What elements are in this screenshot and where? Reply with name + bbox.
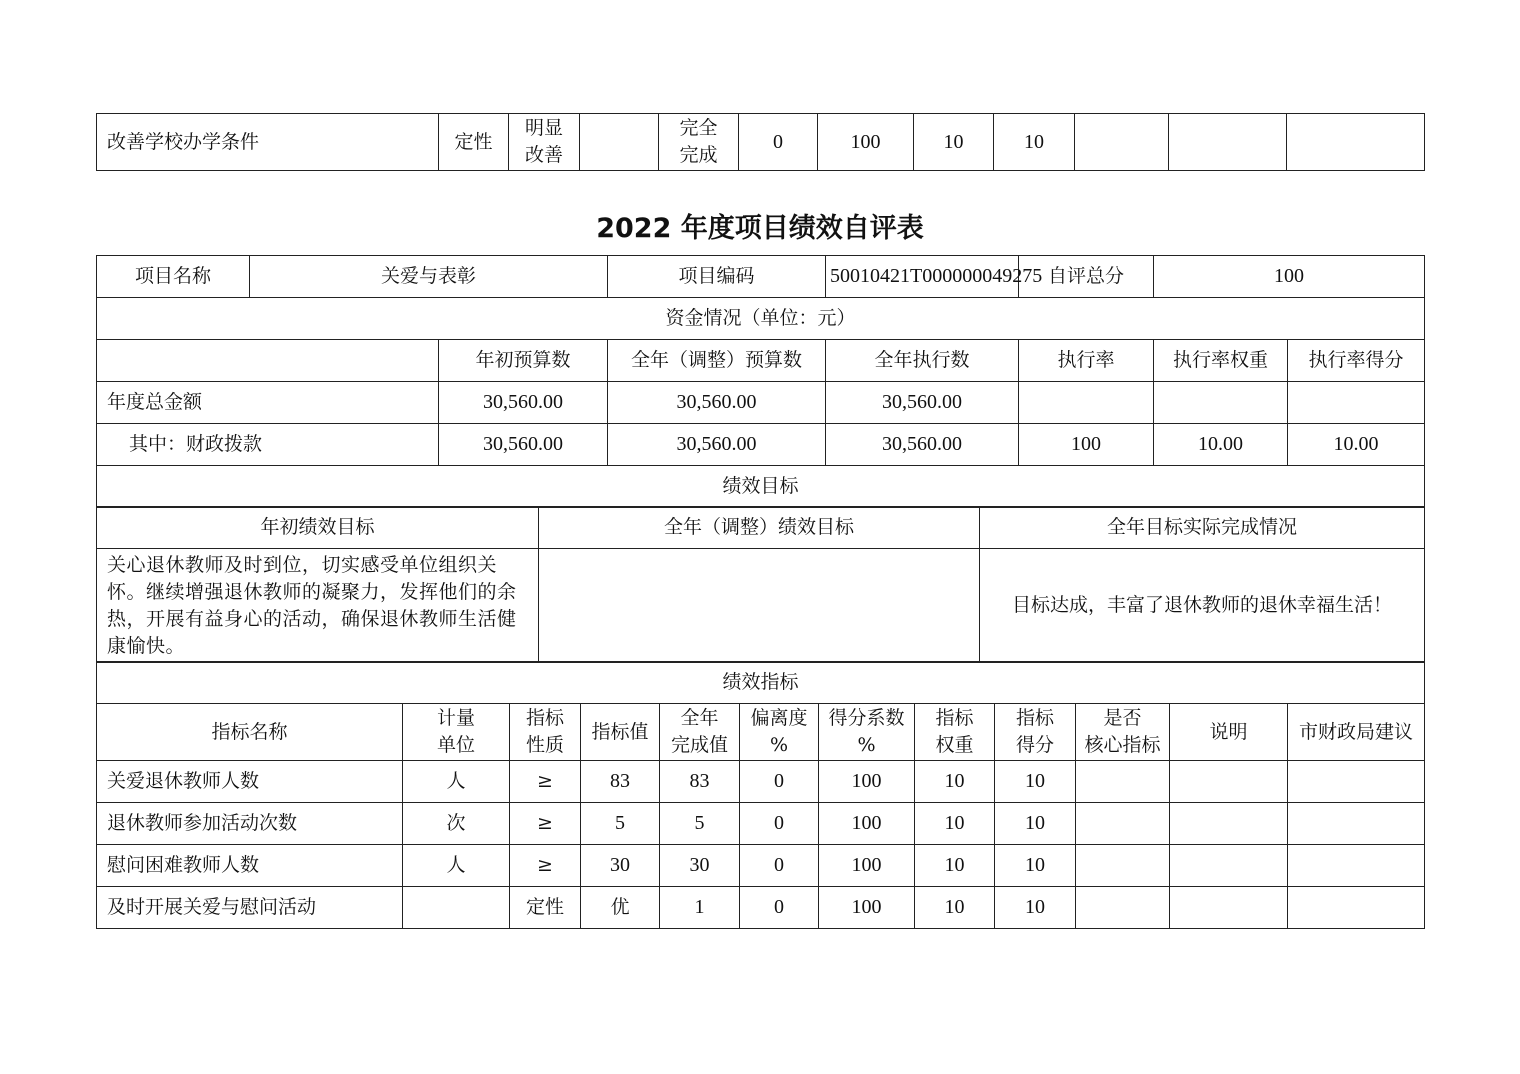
nature: 定性 [510,887,581,929]
indicator-name: 关爱退休教师人数 [97,761,403,803]
suggestion [1288,803,1425,845]
score-coefficient: 100 [818,114,914,171]
section-header [97,466,1425,508]
funds-header-row [97,340,1425,382]
indicator-name: 慰问困难教师人数 [97,845,403,887]
column-header: 市财政局建议 [1288,704,1425,761]
note [1170,887,1288,929]
weight: 10 [915,803,995,845]
target-value: 30 [581,845,660,887]
indicator-name: 改善学校办学条件 [97,114,439,171]
exec-weight [1154,382,1288,424]
exec-rate [1019,382,1154,424]
score-coefficient: 100 [819,845,915,887]
adjusted-goal-text [539,549,980,663]
exec-score [1288,382,1425,424]
table-row [97,424,1425,466]
adjusted-budget: 30,560.00 [608,382,826,424]
score-coefficient: 100 [819,803,915,845]
indicators-section-title: 绩效指标 [97,662,1425,704]
target-value: 83 [581,761,660,803]
initial-budget: 30,560.00 [439,382,608,424]
column-header: 偏离度 % [740,704,819,761]
completion-value: 5 [660,803,740,845]
deviation: 0 [740,803,819,845]
is-core [1075,114,1169,171]
target-value: 优 [581,887,660,929]
section-header [97,662,1425,704]
initial-budget: 30,560.00 [439,424,608,466]
column-header: 得分系数 % [819,704,915,761]
table-row [97,887,1425,929]
indicators-header-row [97,704,1425,761]
completion-value: 完全 完成 [659,114,739,171]
column-header: 指标名称 [97,704,403,761]
column-header: 说明 [1170,704,1288,761]
column-header: 指标 得分 [995,704,1076,761]
column-header: 年初预算数 [439,340,608,382]
exec-weight: 10.00 [1154,424,1288,466]
column-header: 执行率 [1019,340,1154,382]
unit [403,887,510,929]
completion-value: 1 [660,887,740,929]
funds-section-title: 资金情况（单位：元） [97,298,1425,340]
actual-completion-text: 目标达成，丰富了退休教师的退休幸福生活！ [980,549,1425,663]
goals-table [96,506,1425,663]
note [1170,845,1288,887]
indicator-nature: 定性 [439,114,509,171]
goals-section-title: 绩效目标 [97,466,1425,508]
column-header: 执行率权重 [1154,340,1288,382]
deviation: 0 [740,761,819,803]
score: 10 [995,761,1076,803]
column-header: 指标值 [581,704,660,761]
continuation-table [96,113,1425,171]
deviation: 0 [739,114,818,171]
suggestion [1288,761,1425,803]
row-label: 年度总金额 [97,382,439,424]
score-coefficient: 100 [819,887,915,929]
deviation: 0 [740,845,819,887]
exec-rate: 100 [1019,424,1154,466]
executed: 30,560.00 [826,382,1019,424]
table-row [97,845,1425,887]
indicator-name: 退休教师参加活动次数 [97,803,403,845]
project-code: 50010421T000000049275 [826,256,1019,298]
unit: 人 [403,845,510,887]
initial-goal-text: 关心退休教师及时到位，切实感受单位组织关怀。继续增强退休教师的凝聚力，发挥他们的余热，开展有益身心的活动，确保退休教师生活健康愉快。 [97,549,539,663]
column-header: 全年（调整）预算数 [608,340,826,382]
project-name: 关爱与表彰 [250,256,608,298]
project-name-label: 项目名称 [97,256,250,298]
column-header: 全年 完成值 [660,704,740,761]
self-score-label: 自评总分 [1019,256,1154,298]
row-label: 其中：财政拨款 [97,424,439,466]
target-value: 5 [581,803,660,845]
project-code-label: 项目编码 [608,256,826,298]
note [1169,114,1287,171]
goals-header-row [97,507,1425,549]
adjusted-budget: 30,560.00 [608,424,826,466]
nature: ≥ [510,803,581,845]
goals-content-row [97,549,1425,663]
unit: 人 [403,761,510,803]
weight: 10 [915,887,995,929]
nature: ≥ [510,761,581,803]
note [1170,761,1288,803]
score: 10 [995,845,1076,887]
column-header: 是否 核心指标 [1076,704,1170,761]
self-score: 100 [1154,256,1425,298]
table-row [97,803,1425,845]
column-header: 全年（调整）绩效目标 [539,507,980,549]
indicators-table [96,661,1425,929]
column-header: 指标 性质 [510,704,581,761]
unit: 次 [403,803,510,845]
column-header: 计量 单位 [403,704,510,761]
is-core [1076,887,1170,929]
is-core [1076,761,1170,803]
suggestion [1287,114,1425,171]
suggestion [1288,887,1425,929]
section-header [97,298,1425,340]
weight: 10 [915,761,995,803]
column-header: 指标 权重 [915,704,995,761]
column-header: 年初绩效目标 [97,507,539,549]
empty-cell [580,114,659,171]
project-row [97,256,1425,298]
completion-value: 30 [660,845,740,887]
completion-value: 83 [660,761,740,803]
weight: 10 [915,845,995,887]
note [1170,803,1288,845]
table-row [97,382,1425,424]
column-header: 执行率得分 [1288,340,1425,382]
table-row [97,761,1425,803]
score: 10 [995,887,1076,929]
score: 10 [994,114,1075,171]
nature: ≥ [510,845,581,887]
is-core [1076,803,1170,845]
deviation: 0 [740,887,819,929]
indicator-value: 明显 改善 [509,114,580,171]
executed: 30,560.00 [826,424,1019,466]
weight: 10 [914,114,994,171]
exec-score: 10.00 [1288,424,1425,466]
column-header: 全年目标实际完成情况 [980,507,1425,549]
is-core [1076,845,1170,887]
suggestion [1288,845,1425,887]
score-coefficient: 100 [819,761,915,803]
indicator-name: 及时开展关爱与慰问活动 [97,887,403,929]
column-header: 全年执行数 [826,340,1019,382]
table-row [97,114,1425,171]
column-header [97,340,439,382]
page-title: 2022 年度项目绩效自评表 [596,213,924,244]
score: 10 [995,803,1076,845]
funds-table [96,255,1425,508]
